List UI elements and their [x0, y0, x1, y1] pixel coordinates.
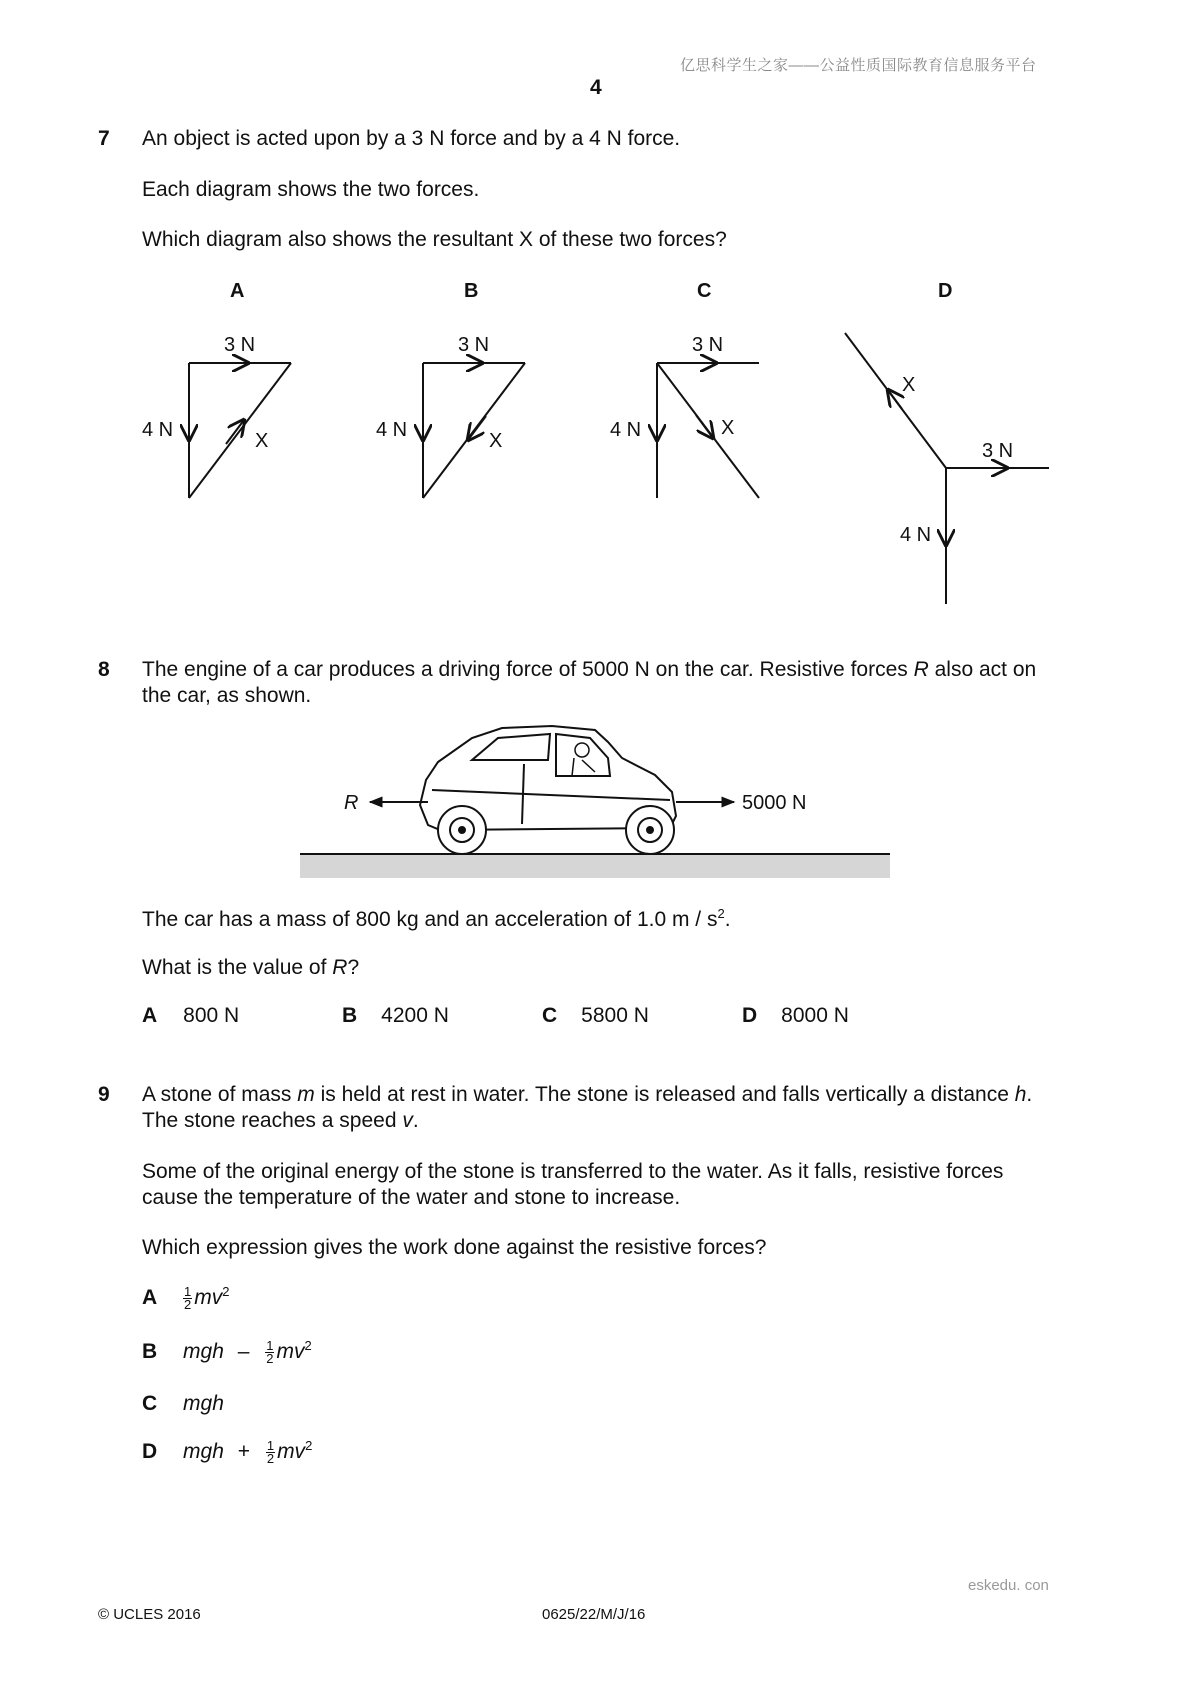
diagram-c-x-label: X	[721, 417, 735, 439]
question-9-number: 9	[98, 1083, 110, 1106]
footer-paper-code: 0625/22/M/J/16	[542, 1606, 646, 1623]
question-9-option-d[interactable]: D mgh + $\frac{1}{2}$ $mv^2$	[142, 1437, 313, 1466]
question-9-question: Which expression gives the work done against the resistive forces?	[142, 1236, 767, 1259]
question-8-question: What is the value of R?	[142, 956, 360, 979]
car-diagram	[290, 720, 910, 885]
diagram-b-x-label: X	[489, 430, 503, 452]
question-8-line2: the car, as shown.	[142, 684, 312, 707]
diagram-a-3n-label: 3 N	[224, 334, 256, 356]
diagram-label-a: A	[230, 280, 245, 302]
driving-force-label: 5000 N	[742, 792, 807, 814]
question-9-line1: A stone of mass m is held at rest in water. The stone is released and falls vertically a distance h.	[142, 1083, 1033, 1106]
question-7-number: 7	[98, 127, 110, 150]
resistive-force-label: R	[344, 792, 359, 814]
diagram-label-c: C	[697, 280, 712, 302]
diagram-d	[845, 333, 1049, 604]
question-7-line1: An object is acted upon by a 3 N force and by a 4 N force.	[142, 127, 681, 150]
footer-copyright: © UCLES 2016	[98, 1606, 201, 1623]
question-9-line2: The stone reaches a speed v.	[142, 1109, 419, 1132]
diagram-label-b: B	[464, 280, 479, 302]
question-9-paragraph2-line1: Some of the original energy of the stone is transferred to the water. As it falls, resistive forces	[142, 1160, 1004, 1183]
fraction-half: $\frac{1}{2}$	[266, 1337, 274, 1366]
diagram-a	[189, 363, 291, 498]
question-8-option-d[interactable]: D 8000 N	[742, 1004, 849, 1027]
diagram-b	[423, 363, 525, 498]
page-number: 4	[590, 76, 602, 99]
question-9-option-c[interactable]: C mgh	[142, 1392, 224, 1415]
question-8-option-a[interactable]: A 800 N	[142, 1004, 240, 1027]
fraction-half: $\frac{1}{2}$	[266, 1437, 275, 1466]
footer-site: eskedu. con	[968, 1577, 1049, 1594]
diagram-c-3n-label: 3 N	[692, 334, 724, 356]
diagram-b-3n-label: 3 N	[458, 334, 490, 356]
road-surface	[300, 854, 890, 878]
question-7-line2: Each diagram shows the two forces.	[142, 178, 480, 201]
diagram-label-d: D	[938, 280, 953, 302]
question-9-option-a[interactable]: A $\frac{1}{2}$ $mv^2$	[142, 1283, 230, 1312]
watermark-text: 亿思科学生之家——公益性质国际教育信息服务平台	[680, 57, 1037, 74]
question-8-option-c[interactable]: C 5800 N	[542, 1004, 649, 1027]
diagram-a-x-label: X	[255, 430, 269, 452]
diagram-d-4n-label: 4 N	[900, 524, 932, 546]
question-8-line1: The engine of a car produces a driving force of 5000 N on the car. Resistive forces R also act on	[142, 658, 1037, 681]
diagram-a-4n-label: 4 N	[142, 419, 174, 441]
question-9-paragraph2-line2: cause the temperature of the water and stone to increase.	[142, 1186, 681, 1209]
question-8-number: 8	[98, 658, 110, 681]
diagram-c-4n-label: 4 N	[610, 419, 642, 441]
question-8-mass-text: The car has a mass of 800 kg and an acceleration of 1.0 m / $s^2$.	[142, 906, 731, 931]
diagram-d-3n-label: 3 N	[982, 440, 1014, 462]
question-8-option-b[interactable]: B 4200 N	[342, 1004, 449, 1027]
diagram-c	[657, 363, 759, 498]
fraction-half: $\frac{1}{2}$	[184, 1283, 192, 1312]
question-7-line3: Which diagram also shows the resultant X of these two forces?	[142, 228, 727, 251]
question-9-option-b[interactable]: B mgh – $\frac{1}{2}$ $mv^2$	[142, 1337, 312, 1366]
diagram-d-x-label: X	[902, 374, 916, 396]
diagram-b-4n-label: 4 N	[376, 419, 408, 441]
force-diagrams	[0, 270, 1190, 620]
